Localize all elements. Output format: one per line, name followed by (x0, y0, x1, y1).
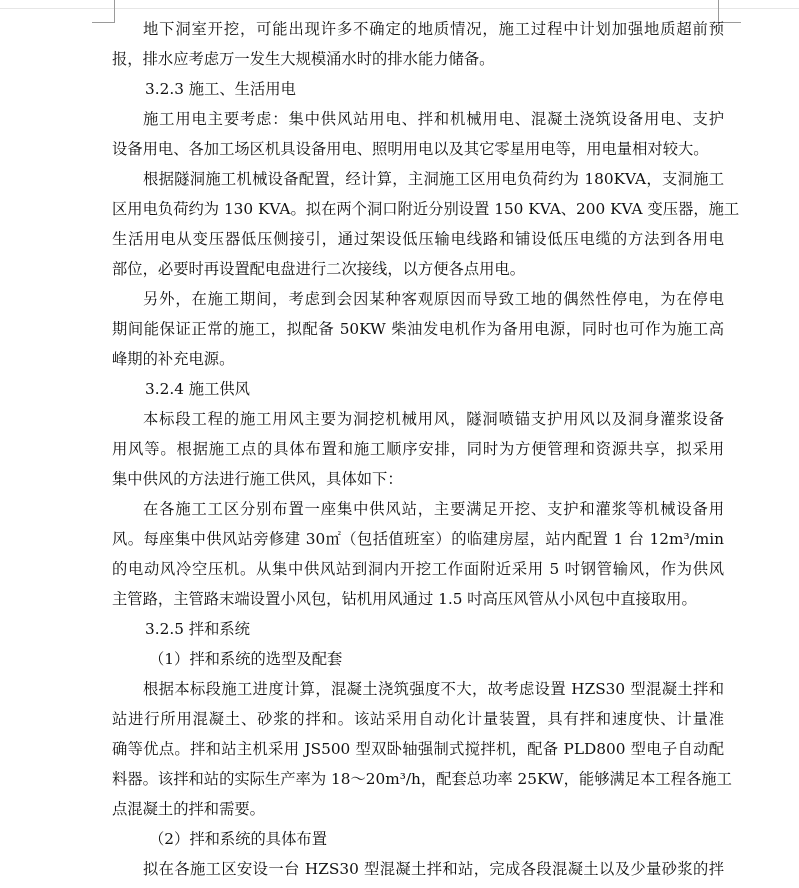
paragraph (112, 14, 724, 74)
text-line: 的电动风冷空压机。从集中供风站到洞内开挖工作面附近采用 5 吋钢管输风，作为供风 (112, 560, 724, 578)
text-line: 确等优点。拌和站主机采用 JS500 型双卧轴强制式搅拌机，配备 PLD800 型电子自动配 (112, 740, 724, 758)
text-line: 施工用电主要考虑：集中供风站用电、拌和机械用电、混凝土浇筑设备用电、支护 (143, 110, 724, 128)
text-line: 设备用电、各加工场区机具设备用电、照明用电以及其它零星用电等，用电量相对较大。 (112, 140, 709, 158)
document-body (112, 14, 740, 884)
text-line: 站进行所用混凝土、砂浆的拌和。该站采用自动化计量装置，具有拌和速度快、计量准 (112, 710, 724, 728)
paragraph (112, 854, 724, 884)
subsection-heading (112, 644, 724, 674)
text-line: 拟在各施工区安设一台 HZS30 型混凝土拌和站，完成各段混凝土以及少量砂浆的拌 (143, 860, 724, 878)
paragraph (112, 164, 740, 284)
text-line: 报，排水应考虑万一发生大规模涌水时的排水能力储备。 (112, 50, 495, 68)
text-line: 3.2.5 拌和系统 (145, 620, 250, 638)
text-line: 3.2.4 施工供风 (145, 380, 250, 398)
paragraph (112, 674, 732, 824)
section-heading (112, 74, 724, 104)
text-line: 期间能保证正常的施工，拟配备 50KW 柴油发电机作为备用电源，同时也可作为施工高 (112, 320, 724, 338)
paragraph (112, 284, 724, 374)
text-line: （1）拌和系统的选型及配套 (149, 650, 343, 668)
text-line: 根据隧洞施工机械设备配置，经计算，主洞施工区用电负荷约为 180KVA，支洞施工 (143, 170, 724, 188)
paragraph (112, 404, 724, 494)
text-line: 本标段工程的施工用风主要为洞挖机械用风，隧洞喷锚支护用风以及洞身灌浆设备 (143, 410, 724, 428)
text-line: 用风等。根据施工点的具体布置和施工顺序安排，同时为方便管理和资源共享，拟采用 (112, 440, 724, 458)
text-line: 部位，必要时再设置配电盘进行二次接线，以方便各点用电。 (112, 260, 526, 278)
text-line: 峰期的补充电源。 (112, 350, 235, 368)
section-heading (112, 614, 724, 644)
text-line: 点混凝土的拌和需要。 (112, 800, 265, 818)
text-line: 3.2.3 施工、生活用电 (145, 80, 296, 98)
text-line: 区用电负荷约为 130 KVA。拟在两个洞口附近分别设置 150 KVA、200 KVA 变压器，施工 (112, 200, 740, 218)
text-line: （2）拌和系统的具体布置 (149, 830, 327, 848)
text-line: 另外，在施工期间，考虑到会因某种客观原因而导致工地的偶然性停电，为在停电 (143, 290, 724, 308)
subsection-heading (112, 824, 724, 854)
page-top-border (0, 8, 799, 9)
text-line: 生活用电从变压器低压侧接引，通过架设低压输电线路和铺设低压电缆的方法到各用电 (112, 230, 724, 248)
text-line: 地下洞室开挖，可能出现许多不确定的地质情况，施工过程中计划加强地质超前预 (143, 20, 724, 38)
paragraph (112, 494, 724, 614)
text-line: 根据本标段施工进度计算，混凝土浇筑强度不大，故考虑设置 HZS30 型混凝土拌和 (143, 680, 724, 698)
text-line: 集中供风的方法进行施工供风，具体如下： (112, 470, 403, 488)
text-line: 料器。该拌和站的实际生产率为 18～20m³/h，配套总功率 25KW，能够满足本工程各施工 (112, 770, 732, 788)
section-heading (112, 374, 724, 404)
text-line: 在各施工工区分别布置一座集中供风站，主要满足开挖、支护和灌浆等机械设备用 (143, 500, 724, 518)
text-line: 主管路，主管路末端设置小风包，钻机用风通过 1.5 吋高压风管从小风包中直接取用。 (112, 590, 697, 608)
text-line: 风。每座集中供风站旁修建 30㎡（包括值班室）的临建房屋，站内配置 1 台 12m³/min (112, 530, 724, 548)
paragraph (112, 104, 724, 164)
